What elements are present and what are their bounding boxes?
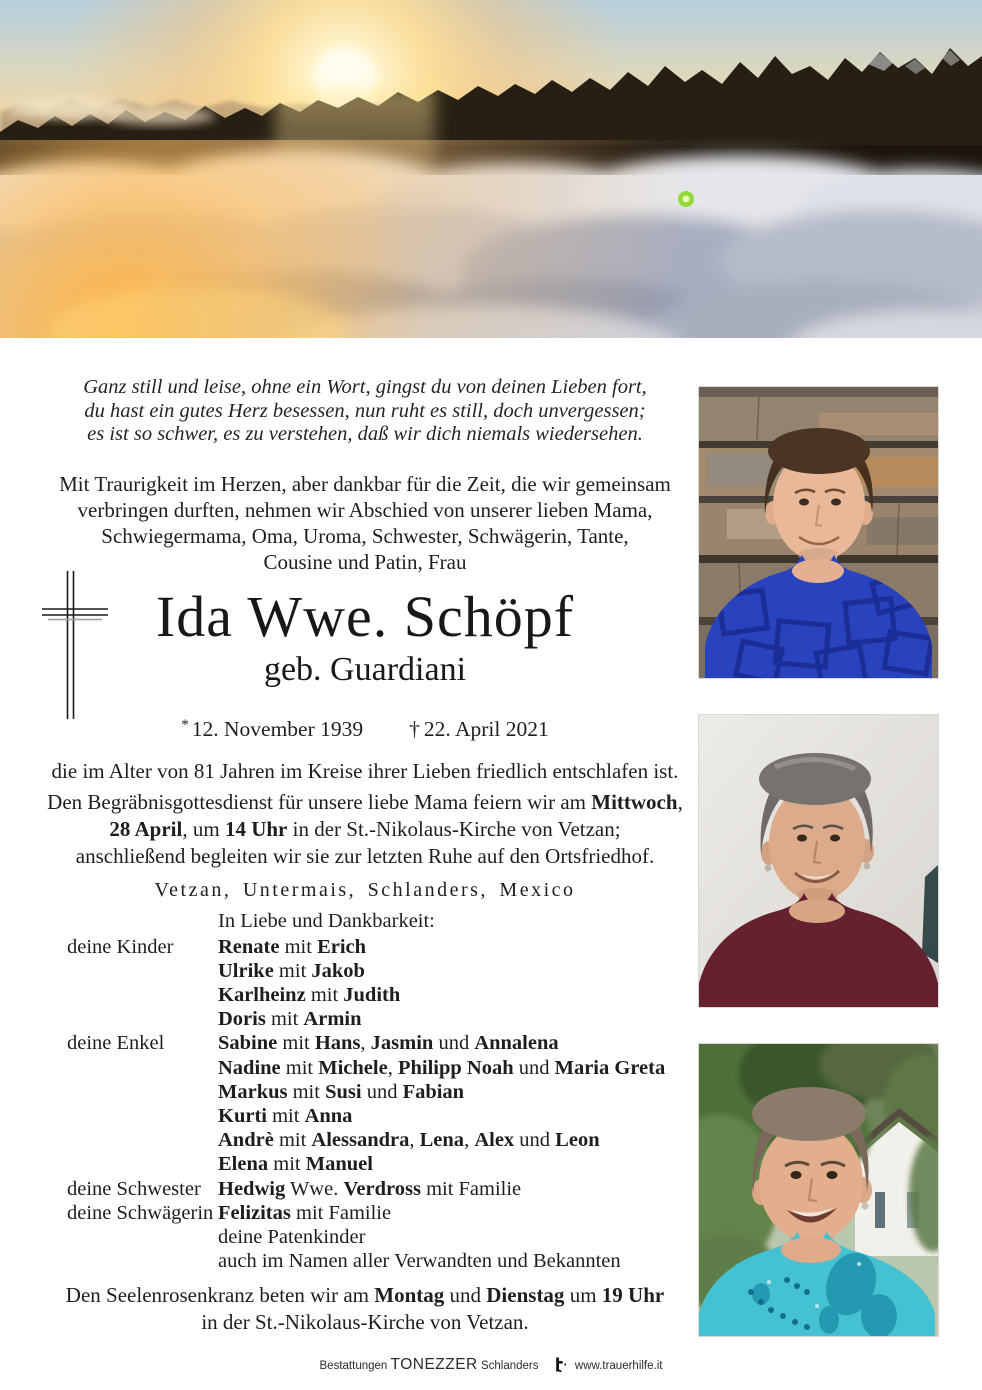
- footer-prefix: Bestattungen: [319, 1360, 388, 1372]
- funeral-announcement: [40, 789, 690, 870]
- poem: [40, 376, 690, 447]
- portrait-photo-turquoise-shirt: [698, 1043, 939, 1337]
- family-group-lines: [218, 1201, 690, 1274]
- family-line: Sabine mit Hans, Jasmin und Annalena: [218, 1032, 559, 1055]
- family-group-label: deine Schwägerin: [67, 1201, 214, 1224]
- intro-paragraph: [40, 471, 690, 575]
- intro-line: verbringen durften, nehmen wir Abschied von unserer lieben Mama,: [77, 497, 653, 522]
- places-line: Vetzan, Untermais, Schlanders, Mexico: [154, 878, 576, 901]
- family-line: Renate mit Erich: [218, 935, 367, 958]
- footer-place: Schlanders: [480, 1360, 539, 1372]
- maiden-name: geb. Guardiani: [263, 650, 467, 688]
- poem-line: Ganz still und leise, ohne ein Wort, gingst du von deinen Lieben fort,: [83, 376, 647, 398]
- family-line: Karlheinz mit Judith: [218, 983, 401, 1006]
- funeral-line: anschließend begleiten wir sie zur letzten Ruhe auf den Ortsfriedhof.: [75, 843, 655, 868]
- funeral-line: Den Begräbnisgottesdienst für unsere liebe Mama feiern wir am Mittwoch,: [47, 789, 683, 814]
- family-line: Hedwig Wwe. Verdross mit Familie: [218, 1177, 522, 1200]
- family-line: Nadine mit Michele, Philipp Noah und Maria Greta: [218, 1056, 666, 1079]
- family-group-lines: [218, 935, 690, 1032]
- funeral-home-footer: [0, 1356, 982, 1375]
- family-line: Andrè mit Alessandra, Lena, Alex und Leon: [218, 1129, 600, 1152]
- intro-line: Cousine und Patin, Frau: [263, 549, 467, 574]
- rosary-line: Den Seelenrosenkranz beten wir am Montag und Dienstag um 19 Uhr: [65, 1283, 665, 1308]
- family-group-label: deine Schwester: [67, 1177, 201, 1200]
- life-dates: [40, 717, 690, 742]
- family-line: deine Patenkinder: [218, 1225, 366, 1248]
- deceased-name: Ida Wwe. Schöpf: [155, 583, 575, 649]
- family-line: Felizitas mit Familie: [218, 1201, 392, 1224]
- family-line: Kurti mit Anna: [218, 1104, 353, 1127]
- family-line: auch im Namen aller Verwandten und Bekannten: [218, 1250, 621, 1273]
- death-cross-symbol: †: [409, 716, 420, 741]
- portrait-photo-blue-shirt: [698, 386, 939, 679]
- footer-url: www.trauerhilfe.it: [574, 1360, 663, 1372]
- family-group-lines: [218, 1177, 690, 1201]
- family-line: Markus mit Susi und Fabian: [218, 1080, 465, 1103]
- footer-brand: TONEZZER: [390, 1356, 478, 1373]
- rosary-announcement: [40, 1282, 690, 1336]
- portrait-photo-maroon-shirt: [698, 714, 939, 1008]
- intro-line: Schwiegermama, Oma, Uroma, Schwester, Schwägerin, Tante,: [101, 523, 629, 548]
- rosary-line: in der St.-Nikolaus-Kirche von Vetzan.: [201, 1310, 529, 1335]
- family-group-label: deine Kinder: [67, 935, 174, 958]
- death-date: † 22. April 2021: [409, 716, 549, 741]
- birth-date: * 12. November 1939: [181, 716, 364, 741]
- poem-line: du hast ein gutes Herz besessen, nun ruht es still, doch unvergessen;: [84, 399, 646, 422]
- memorial-card-text: [40, 338, 690, 1336]
- passing-line: die im Alter von 81 Jahren im Kreise ihrer Lieben friedlich entschlafen ist.: [51, 758, 679, 783]
- poem-line: es ist so schwer, es zu verstehen, daß wir dich niemals wiedersehen.: [87, 423, 643, 445]
- funeral-line: 28 April, um 14 Uhr in der St.-Nikolaus-Kirche von Vetzan;: [109, 816, 621, 841]
- family-group-label: deine Enkel: [67, 1032, 165, 1055]
- sunrise-clouds-photo: [0, 0, 982, 338]
- deceased-name-block: [40, 583, 690, 691]
- birth-star-symbol: *: [181, 716, 189, 733]
- family-line: Doris mit Armin: [218, 1008, 362, 1031]
- trauerhilfe-logo-icon: [550, 1357, 566, 1375]
- family-group-lines: [218, 1031, 690, 1176]
- family-line: Elena mit Manuel: [218, 1153, 373, 1176]
- dedication-line: In Liebe und Dankbarkeit:: [218, 909, 435, 932]
- intro-line: Mit Traurigkeit im Herzen, aber dankbar für die Zeit, die wir gemeinsam: [59, 471, 671, 496]
- family-list: [40, 935, 690, 1274]
- family-line: Ulrike mit Jakob: [218, 959, 365, 982]
